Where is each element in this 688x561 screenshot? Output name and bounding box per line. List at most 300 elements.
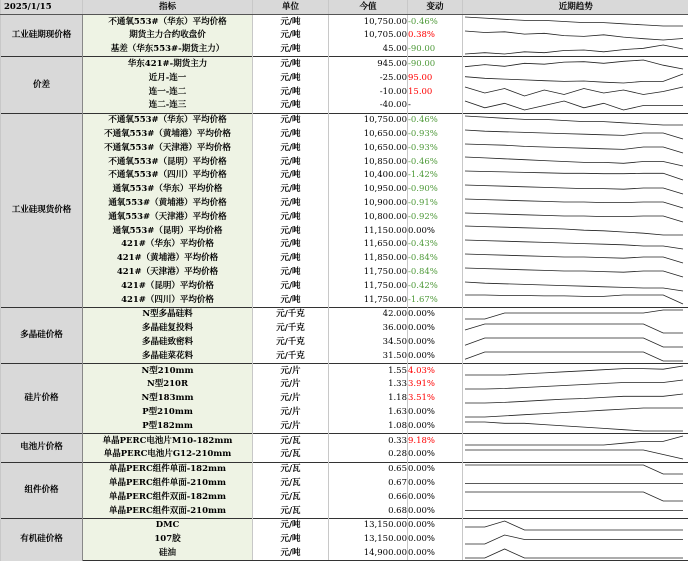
value-cell: -25.00 [329,71,408,85]
change-cell: -0.91% [408,196,463,210]
table-row [1,57,688,71]
table-row [1,476,688,490]
value-cell: 11,150.00 [329,224,408,238]
table-row [1,210,688,224]
category-label: 多晶硅价格 [1,307,83,363]
trend-line [465,492,683,501]
trend-cell [463,307,688,321]
trend-line [465,17,683,26]
trend-sparkline [463,533,685,546]
table-row [1,252,688,266]
change-cell: 3.51% [408,392,463,406]
value-cell: 34.50 [329,335,408,349]
value-cell: 1.63 [329,405,408,419]
change-cell: -0.90% [408,183,463,197]
indicator-cell: 硅油 [83,546,253,560]
table-row [1,293,688,307]
value-cell: 14,900.00 [329,546,408,560]
unit-cell: 元/瓦 [253,462,329,476]
trend-line [465,199,683,208]
trend-line [465,268,683,277]
unit-cell: 元/吨 [253,29,329,43]
trend-line [465,549,683,558]
value-cell: 10,750.00 [329,113,408,127]
trend-cell [463,546,688,560]
indicator-cell: 通氧553#（黄埔港）平均价格 [83,196,253,210]
change-cell: 0.00% [408,419,463,433]
value-cell: -10.00 [329,85,408,99]
change-cell: 0.00% [408,448,463,462]
trend-line [465,295,683,304]
unit-cell: 元/吨 [253,57,329,71]
change-cell: -0.46% [408,113,463,127]
change-cell: 0.00% [408,504,463,518]
value-cell: 11,850.00 [329,252,408,266]
trend-sparkline [463,72,685,85]
table-row [1,433,688,447]
trend-line [465,226,683,235]
trend-cell [463,462,688,476]
table-row [1,183,688,197]
category-label: 有机硅价格 [1,518,83,560]
indicator-cell: 不通氧553#（天津港）平均价格 [83,141,253,155]
unit-cell: 元/吨 [253,196,329,210]
indicator-cell: 不通氧553#（昆明）平均价格 [83,155,253,169]
value-cell: 31.50 [329,349,408,363]
trend-cell [463,504,688,518]
indicator-cell: 107胶 [83,532,253,546]
indicator-cell: 单晶PERC组件双面-210mm [83,504,253,518]
trend-sparkline [463,519,685,532]
table-row [1,335,688,349]
change-cell: -90.00 [408,43,463,57]
table-row [1,224,688,238]
trend-line [465,366,683,375]
trend-cell [463,518,688,532]
change-cell: -0.93% [408,127,463,141]
value-cell: 0.28 [329,448,408,462]
indicator-header: 指标 [83,0,253,15]
trend-cell [463,15,688,29]
unit-cell: 元/吨 [253,224,329,238]
unit-cell: 元/瓦 [253,490,329,504]
trend-sparkline [463,280,685,293]
change-cell: -0.43% [408,238,463,252]
unit-cell: 元/吨 [253,71,329,85]
change-cell: 9.18% [408,433,463,447]
trend-line [465,157,683,166]
trend-line [465,310,683,319]
unit-cell: 元/千克 [253,322,329,336]
value-header: 今值 [329,0,408,15]
indicator-cell: 基差（华东553#-期货主力） [83,43,253,57]
trend-line [465,535,683,544]
trend-cell [463,224,688,238]
table-row [1,504,688,518]
indicator-cell: 421#（昆明）平均价格 [83,279,253,293]
indicator-cell: 通氧553#（华东）平均价格 [83,183,253,197]
trend-sparkline [463,128,685,141]
unit-cell: 元/千克 [253,335,329,349]
trend-sparkline [463,15,685,28]
trend-cell [463,71,688,85]
table-row [1,127,688,141]
table-row [1,85,688,99]
unit-cell: 元/吨 [253,279,329,293]
unit-cell: 元/片 [253,419,329,433]
table-row [1,532,688,546]
category-label: 价差 [1,57,83,113]
trend-cell [463,183,688,197]
table-row [1,71,688,85]
table-row [1,265,688,279]
trend-cell [463,419,688,433]
trend-line [465,45,683,54]
trend-line [465,116,683,125]
change-cell: 0.00% [408,405,463,419]
change-cell: 95.00 [408,71,463,85]
trend-line [465,380,683,389]
change-cell: 0.38% [408,29,463,43]
indicator-cell: 通氧553#（天津港）平均价格 [83,210,253,224]
trend-line [465,240,683,249]
unit-cell: 元/片 [253,363,329,377]
trend-sparkline [463,183,685,196]
indicator-cell: N型210R [83,378,253,392]
trend-line [465,408,683,417]
trend-cell [463,279,688,293]
trend-sparkline [463,448,685,461]
trend-line [465,31,683,40]
table-row [1,363,688,377]
indicator-cell: 多晶硅致密料 [83,335,253,349]
value-cell: 10,650.00 [329,141,408,155]
table-row [1,43,688,57]
change-cell: -1.42% [408,169,463,183]
unit-cell: 元/吨 [253,546,329,560]
change-cell: 4.03% [408,363,463,377]
value-cell: 10,750.00 [329,15,408,29]
change-cell: -0.84% [408,265,463,279]
change-cell: 0.00% [408,322,463,336]
category-label: 工业硅现货价格 [1,113,83,307]
table-row [1,462,688,476]
trend-line [465,450,683,459]
unit-cell: 元/片 [253,378,329,392]
trend-line [465,185,683,194]
table-row [1,169,688,183]
trend-line [465,324,683,333]
change-cell: 3.91% [408,378,463,392]
trend-cell [463,43,688,57]
change-cell: -0.84% [408,252,463,266]
change-cell: 0.00% [408,462,463,476]
indicator-cell: N型多晶硅料 [83,307,253,321]
unit-cell: 元/千克 [253,349,329,363]
table-row [1,155,688,169]
value-cell: 1.18 [329,392,408,406]
trend-line [465,87,683,96]
unit-cell: 元/吨 [253,238,329,252]
indicator-cell: 单晶PERC组件单面-210mm [83,476,253,490]
change-cell: 0.00% [408,349,463,363]
change-cell: 0.00% [408,532,463,546]
change-cell: -0.46% [408,15,463,29]
indicator-cell: P型210mm [83,405,253,419]
trend-cell [463,210,688,224]
change-cell: 0.00% [408,518,463,532]
trend-sparkline [463,58,685,71]
table-row [1,15,688,29]
change-cell: -0.93% [408,141,463,155]
value-cell: 945.00 [329,57,408,71]
trend-line [465,394,683,403]
value-cell: 11,750.00 [329,265,408,279]
value-cell: 1.55 [329,363,408,377]
table-row [1,546,688,560]
trend-sparkline [463,211,685,224]
trend-header: 近期趋势 [463,0,688,15]
unit-cell: 元/吨 [253,15,329,29]
value-cell: 0.68 [329,504,408,518]
indicator-cell: 421#（黄埔港）平均价格 [83,252,253,266]
trend-sparkline [463,504,685,517]
table-row [1,279,688,293]
trend-cell [463,252,688,266]
trend-sparkline [463,29,685,42]
category-label: 硅片价格 [1,363,83,433]
table-row [1,99,688,113]
trend-sparkline [463,406,685,419]
change-cell: 0.00% [408,476,463,490]
trend-cell [463,476,688,490]
unit-cell: 元/吨 [253,252,329,266]
change-cell: -90.00 [408,57,463,71]
indicator-cell: 通氧553#（昆明）平均价格 [83,224,253,238]
table-row [1,490,688,504]
date-header: 2025/1/15 [1,0,83,15]
unit-cell: 元/瓦 [253,476,329,490]
change-cell: 0.00% [408,335,463,349]
value-cell: 13,150.00 [329,518,408,532]
trend-sparkline [463,308,685,321]
trend-cell [463,265,688,279]
indicator-cell: 不通氧553#（黄埔港）平均价格 [83,127,253,141]
table-row [1,322,688,336]
trend-sparkline [463,434,685,447]
trend-line [465,436,683,445]
unit-cell: 元/千克 [253,307,329,321]
trend-sparkline [463,197,685,210]
value-cell: 1.08 [329,419,408,433]
indicator-cell: 不通氧553#（四川）平均价格 [83,169,253,183]
table-row [1,518,688,532]
indicator-cell: 不通氧553#（华东）平均价格 [83,113,253,127]
trend-line [465,130,683,139]
unit-cell: 元/吨 [253,99,329,113]
unit-cell: 元/吨 [253,113,329,127]
trend-cell [463,29,688,43]
indicator-cell: 华东421#-期货主力 [83,57,253,71]
value-cell: 0.65 [329,462,408,476]
value-cell: 36.00 [329,322,408,336]
change-cell: 0.00% [408,224,463,238]
trend-sparkline [463,114,685,127]
value-cell: 11,750.00 [329,293,408,307]
indicator-cell: 单晶PERC电池片G12-210mm [83,448,253,462]
trend-line [465,521,683,530]
table-row [1,448,688,462]
trend-cell [463,433,688,447]
trend-line [465,60,683,69]
trend-line [465,282,683,291]
category-label: 电池片价格 [1,433,83,462]
trend-cell [463,349,688,363]
unit-cell: 元/吨 [253,265,329,279]
indicator-cell: N型183mm [83,392,253,406]
trend-cell [463,141,688,155]
table-body [1,15,688,561]
value-cell: 42.00 [329,307,408,321]
trend-sparkline [463,252,685,265]
indicator-cell: 近月-连一 [83,71,253,85]
trend-cell [463,392,688,406]
change-cell: - [408,99,463,113]
table-row [1,238,688,252]
value-cell: 10,950.00 [329,183,408,197]
unit-cell: 元/瓦 [253,448,329,462]
unit-cell: 元/吨 [253,155,329,169]
change-cell: -1.67% [408,293,463,307]
trend-sparkline [463,378,685,391]
trend-cell [463,532,688,546]
trend-sparkline [463,364,685,377]
trend-sparkline [463,336,685,349]
indicator-cell: 多晶硅菜花料 [83,349,253,363]
value-cell: 0.66 [329,490,408,504]
indicator-cell: P型182mm [83,419,253,433]
trend-cell [463,155,688,169]
trend-cell [463,490,688,504]
trend-cell [463,405,688,419]
trend-cell [463,363,688,377]
trend-sparkline [463,322,685,335]
change-cell: 0.00% [408,490,463,504]
table-row [1,113,688,127]
value-cell: 10,800.00 [329,210,408,224]
category-label: 工业硅期现价格 [1,15,83,57]
value-cell: 13,150.00 [329,532,408,546]
value-cell: -40.00 [329,99,408,113]
value-cell: 10,900.00 [329,196,408,210]
indicator-cell: 421#（华东）平均价格 [83,238,253,252]
indicator-cell: 多晶硅复投料 [83,322,253,336]
unit-cell: 元/吨 [253,169,329,183]
table-row [1,29,688,43]
trend-sparkline [463,266,685,279]
trend-cell [463,238,688,252]
indicator-cell: 连二-连三 [83,99,253,113]
table-row [1,378,688,392]
table-row [1,141,688,155]
trend-sparkline [463,420,685,433]
unit-cell: 元/吨 [253,532,329,546]
trend-cell [463,85,688,99]
trend-sparkline [463,463,685,476]
value-cell: 45.00 [329,43,408,57]
indicator-cell: 单晶PERC电池片M10-182mm [83,433,253,447]
unit-header: 单位 [253,0,329,15]
value-cell: 10,705.00 [329,29,408,43]
trend-sparkline [463,169,685,182]
trend-cell [463,196,688,210]
value-cell: 10,400.00 [329,169,408,183]
value-cell: 0.67 [329,476,408,490]
change-cell: 0.00% [408,307,463,321]
unit-cell: 元/瓦 [253,504,329,518]
trend-cell [463,57,688,71]
unit-cell: 元/片 [253,405,329,419]
trend-cell [463,322,688,336]
table-row [1,307,688,321]
value-cell: 10,650.00 [329,127,408,141]
value-cell: 1.33 [329,378,408,392]
change-cell: -0.42% [408,279,463,293]
change-cell: 0.00% [408,546,463,560]
trend-line [465,101,683,110]
indicator-cell: DMC [83,518,253,532]
unit-cell: 元/吨 [253,210,329,224]
trend-sparkline [463,85,685,98]
trend-line [465,144,683,153]
indicator-cell: 421#（天津港）平均价格 [83,265,253,279]
change-cell: 15.00 [408,85,463,99]
trend-line [465,213,683,222]
trend-line [465,254,683,263]
trend-sparkline [463,547,685,560]
unit-cell: 元/吨 [253,518,329,532]
unit-cell: 元/吨 [253,43,329,57]
trend-sparkline [463,293,685,306]
value-cell: 11,650.00 [329,238,408,252]
table-row [1,349,688,363]
trend-sparkline [463,43,685,56]
trend-sparkline [463,224,685,237]
trend-cell [463,335,688,349]
trend-line [465,352,683,361]
trend-sparkline [463,477,685,490]
header-row [1,0,688,15]
table-row [1,405,688,419]
table-row [1,196,688,210]
table-row [1,392,688,406]
unit-cell: 元/吨 [253,141,329,155]
trend-cell [463,293,688,307]
indicator-cell: 421#（四川）平均价格 [83,293,253,307]
indicator-cell: 连一-连二 [83,85,253,99]
trend-sparkline [463,350,685,363]
value-cell: 0.33 [329,433,408,447]
category-label: 组件价格 [1,462,83,518]
trend-sparkline [463,392,685,405]
value-cell: 11,750.00 [329,279,408,293]
trend-line [465,171,683,180]
trend-line [465,422,683,431]
trend-cell [463,113,688,127]
unit-cell: 元/吨 [253,85,329,99]
trend-cell [463,99,688,113]
trend-line [465,74,683,83]
